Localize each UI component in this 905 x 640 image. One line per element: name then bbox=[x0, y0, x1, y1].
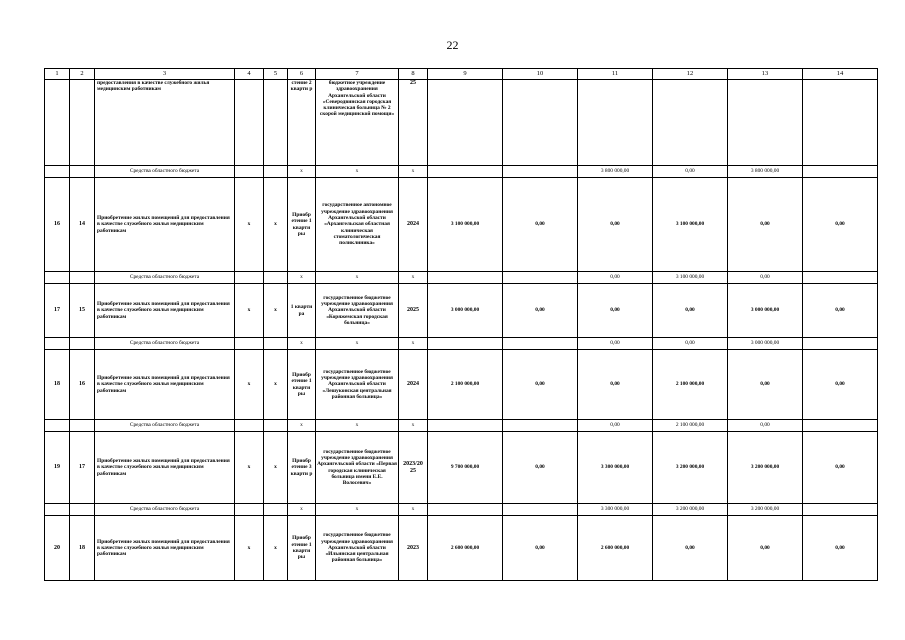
amount-cell: 3 200 000,00 bbox=[653, 432, 728, 504]
item-type: Приобр етение 1 кварти ры bbox=[288, 350, 316, 420]
cell: х bbox=[264, 284, 288, 338]
amount-cell bbox=[503, 272, 578, 284]
item-number: 15 bbox=[70, 284, 95, 338]
header-cell: 13 bbox=[728, 69, 803, 80]
table-body bbox=[45, 69, 878, 581]
cell bbox=[235, 272, 264, 284]
cell bbox=[70, 166, 95, 178]
amount-cell: х bbox=[316, 338, 399, 350]
amount-cell: 0,00 bbox=[503, 350, 578, 420]
amount-cell: 0,00 bbox=[578, 338, 653, 350]
institution: бюджетное учреждение здравоохранения Архангельской области «Северодвинская городская клиническая больница № 2 скорой медицинской помощи» bbox=[316, 80, 399, 166]
amount-cell bbox=[803, 420, 878, 432]
amount-cell: 0,00 bbox=[803, 284, 878, 338]
amount-cell bbox=[428, 166, 503, 178]
header-cell: 1 bbox=[45, 69, 70, 80]
amount-cell bbox=[803, 166, 878, 178]
amount-cell: х bbox=[316, 504, 399, 516]
cell: х bbox=[235, 284, 264, 338]
amount-cell: 3 300 000,00 bbox=[578, 504, 653, 516]
header-cell: 7 bbox=[316, 69, 399, 80]
cell bbox=[264, 338, 288, 350]
item-type: Приобр етение 1 кварти ры bbox=[288, 178, 316, 272]
amount-cell: 3 000 000,00 bbox=[428, 284, 503, 338]
amount-cell: х bbox=[316, 166, 399, 178]
funding-row bbox=[45, 504, 878, 516]
amount-cell: 2 600 000,00 bbox=[578, 516, 653, 581]
amount-cell: 0,00 bbox=[503, 432, 578, 504]
cell bbox=[70, 504, 95, 516]
institution: государственное бюджетное учреждение здравоохранения Архангельской области «Первая городская клиническая больница имени Е.Е. Волосевич» bbox=[316, 432, 399, 504]
table-row bbox=[45, 350, 878, 420]
amount-cell: х bbox=[399, 166, 428, 178]
funding-label: Средства областного бюджета bbox=[95, 504, 235, 516]
institution: государственное автономное учреждение здравоохранения Архангельской области «Архангельская областная клиническая стоматологическая поликлиника» bbox=[316, 178, 399, 272]
amount-cell bbox=[503, 166, 578, 178]
amount-cell bbox=[428, 420, 503, 432]
amount-cell: х bbox=[399, 504, 428, 516]
funding-label: Средства областного бюджета bbox=[95, 166, 235, 178]
item-number: 14 bbox=[70, 178, 95, 272]
amount-cell bbox=[428, 338, 503, 350]
amount-cell: 3 300 000,00 bbox=[578, 432, 653, 504]
amount-cell: 3 800 000,00 bbox=[578, 166, 653, 178]
cell bbox=[264, 504, 288, 516]
amount-cell: 2 100 000,00 bbox=[653, 420, 728, 432]
year: 2024 bbox=[399, 178, 428, 272]
amount-cell: 0,00 bbox=[728, 272, 803, 284]
amount-cell: х bbox=[288, 504, 316, 516]
amount-cell: 3 100 000,00 bbox=[653, 272, 728, 284]
item-type: Приобр етение 1 кварти ры bbox=[288, 516, 316, 581]
amount-cell: 0,00 bbox=[503, 516, 578, 581]
amount-cell: 0,00 bbox=[653, 338, 728, 350]
header-cell: 10 bbox=[503, 69, 578, 80]
cell bbox=[70, 420, 95, 432]
amount-cell: х bbox=[288, 272, 316, 284]
cell: х bbox=[235, 178, 264, 272]
amount-cell bbox=[503, 504, 578, 516]
header-row bbox=[45, 69, 878, 80]
cell: х bbox=[235, 516, 264, 581]
funding-label: Средства областного бюджета bbox=[95, 420, 235, 432]
item-number: 18 bbox=[70, 516, 95, 581]
amount-cell bbox=[503, 338, 578, 350]
row-number: 16 bbox=[45, 178, 70, 272]
item-title: Приобретение жилых помещений для предоставления в качестве служебного жилья медицинским работникам bbox=[95, 516, 235, 581]
amount-cell: 0,00 bbox=[728, 516, 803, 581]
funding-row bbox=[45, 166, 878, 178]
year: 25 bbox=[399, 80, 428, 166]
item-title: Приобретение жилых помещений для предоставления в качестве служебного жилья медицинским работникам bbox=[95, 350, 235, 420]
amount-cell: 0,00 bbox=[728, 420, 803, 432]
amount-cell: 9 700 000,00 bbox=[428, 432, 503, 504]
header-cell: 2 bbox=[70, 69, 95, 80]
institution: государственное бюджетное учреждение здравоохранения Архангельской области «Ильинская центральная районная больница» bbox=[316, 516, 399, 581]
row-number: 17 bbox=[45, 284, 70, 338]
cell bbox=[264, 166, 288, 178]
amount-cell: 0,00 bbox=[803, 516, 878, 581]
amount-cell bbox=[803, 338, 878, 350]
amount-cell: 3 200 000,00 bbox=[653, 504, 728, 516]
amount-cell: 0,00 bbox=[653, 516, 728, 581]
amount-cell: 0,00 bbox=[803, 178, 878, 272]
header-cell: 11 bbox=[578, 69, 653, 80]
amount-cell: 0,00 bbox=[578, 178, 653, 272]
table-row bbox=[45, 284, 878, 338]
amount-cell: х bbox=[399, 272, 428, 284]
amount-cell bbox=[803, 504, 878, 516]
cell: х bbox=[264, 350, 288, 420]
amount-cell: 3 800 000,00 bbox=[728, 166, 803, 178]
item-title: Приобретение жилых помещений для предоставления в качестве служебного жилья медицинским работникам bbox=[95, 284, 235, 338]
year: 2023 bbox=[399, 516, 428, 581]
header-cell: 3 bbox=[95, 69, 235, 80]
cell bbox=[70, 272, 95, 284]
cell bbox=[264, 272, 288, 284]
cell: х bbox=[235, 350, 264, 420]
amount-cell: х bbox=[316, 420, 399, 432]
amount-cell: х bbox=[399, 420, 428, 432]
year: 2024 bbox=[399, 350, 428, 420]
header-cell: 14 bbox=[803, 69, 878, 80]
cell: х bbox=[264, 516, 288, 581]
amount-cell: 2 100 000,00 bbox=[428, 350, 503, 420]
row-number: 19 bbox=[45, 432, 70, 504]
amount-cell: 0,00 bbox=[728, 350, 803, 420]
page-number: 22 bbox=[446, 38, 459, 52]
row-number: 18 bbox=[45, 350, 70, 420]
funding-label: Средства областного бюджета bbox=[95, 272, 235, 284]
cell bbox=[235, 338, 264, 350]
funding-row bbox=[45, 420, 878, 432]
cell bbox=[235, 420, 264, 432]
amount-cell: 0,00 bbox=[578, 350, 653, 420]
amount-cell bbox=[428, 504, 503, 516]
amount-cell: 0,00 bbox=[503, 284, 578, 338]
amount-cell: 0,00 bbox=[803, 350, 878, 420]
amount-cell: 3 200 000,00 bbox=[728, 432, 803, 504]
amount-cell: 3 200 000,00 bbox=[728, 504, 803, 516]
cell bbox=[45, 504, 70, 516]
table-row bbox=[45, 432, 878, 504]
amount-cell: 0,00 bbox=[578, 284, 653, 338]
year: 2023/20 25 bbox=[399, 432, 428, 504]
funding-row bbox=[45, 338, 878, 350]
table-row bbox=[45, 516, 878, 581]
header-cell: 9 bbox=[428, 69, 503, 80]
row-number: 20 bbox=[45, 516, 70, 581]
amount-cell bbox=[428, 272, 503, 284]
item-title: Приобретение жилых помещений для предоставления в качестве служебного жилья медицинским работникам bbox=[95, 178, 235, 272]
cell bbox=[235, 166, 264, 178]
header-cell: 6 bbox=[288, 69, 316, 80]
amount-cell: 0,00 bbox=[503, 178, 578, 272]
header-cell: 5 bbox=[264, 69, 288, 80]
cell bbox=[45, 166, 70, 178]
cell: х bbox=[235, 432, 264, 504]
item-type: Приобр етение 3 кварти р bbox=[288, 432, 316, 504]
item-number: 16 bbox=[70, 350, 95, 420]
year: 2025 bbox=[399, 284, 428, 338]
cell bbox=[235, 504, 264, 516]
amount-cell: 0,00 bbox=[728, 178, 803, 272]
item-number: 17 bbox=[70, 432, 95, 504]
header-cell: 8 bbox=[399, 69, 428, 80]
cell bbox=[45, 272, 70, 284]
amount-cell: 2 600 000,00 bbox=[428, 516, 503, 581]
amount-cell: х bbox=[316, 272, 399, 284]
amount-cell: 0,00 bbox=[803, 432, 878, 504]
institution: государственное бюджетное учреждение здравоохранения Архангельской области «Лешуконская центральная районная больница» bbox=[316, 350, 399, 420]
budget-table bbox=[44, 68, 878, 581]
item-type: стение 2 кварти р bbox=[288, 80, 316, 166]
amount-cell bbox=[803, 272, 878, 284]
header-cell: 4 bbox=[235, 69, 264, 80]
amount-cell: 0,00 bbox=[578, 272, 653, 284]
amount-cell: х bbox=[288, 420, 316, 432]
amount-cell: 2 100 000,00 bbox=[653, 350, 728, 420]
amount-cell: х bbox=[399, 338, 428, 350]
funding-row bbox=[45, 272, 878, 284]
amount-cell: 0,00 bbox=[653, 166, 728, 178]
amount-cell: 3 000 000,00 bbox=[728, 284, 803, 338]
amount-cell: 0,00 bbox=[653, 284, 728, 338]
continuation-row bbox=[45, 80, 878, 166]
amount-cell bbox=[503, 420, 578, 432]
cell bbox=[264, 420, 288, 432]
institution: государственное бюджетное учреждение здравоохранения Архангельской области «Коряжемская городская больница» bbox=[316, 284, 399, 338]
cell bbox=[70, 338, 95, 350]
amount-cell: 3 100 000,00 bbox=[428, 178, 503, 272]
header-cell: 12 bbox=[653, 69, 728, 80]
item-title: предоставления в качестве служебного жилья медицинским работникам bbox=[95, 80, 235, 166]
amount-cell: 0,00 bbox=[578, 420, 653, 432]
amount-cell: х bbox=[288, 338, 316, 350]
cell: х bbox=[264, 178, 288, 272]
funding-label: Средства областного бюджета bbox=[95, 338, 235, 350]
cell bbox=[45, 420, 70, 432]
item-title: Приобретение жилых помещений для предоставления в качестве служебного жилья медицинским работникам bbox=[95, 432, 235, 504]
cell: х bbox=[264, 432, 288, 504]
table-row bbox=[45, 178, 878, 272]
amount-cell: х bbox=[288, 166, 316, 178]
amount-cell: 3 000 000,00 bbox=[728, 338, 803, 350]
amount-cell: 3 100 000,00 bbox=[653, 178, 728, 272]
item-type: 1 кварти ра bbox=[288, 284, 316, 338]
cell bbox=[45, 338, 70, 350]
